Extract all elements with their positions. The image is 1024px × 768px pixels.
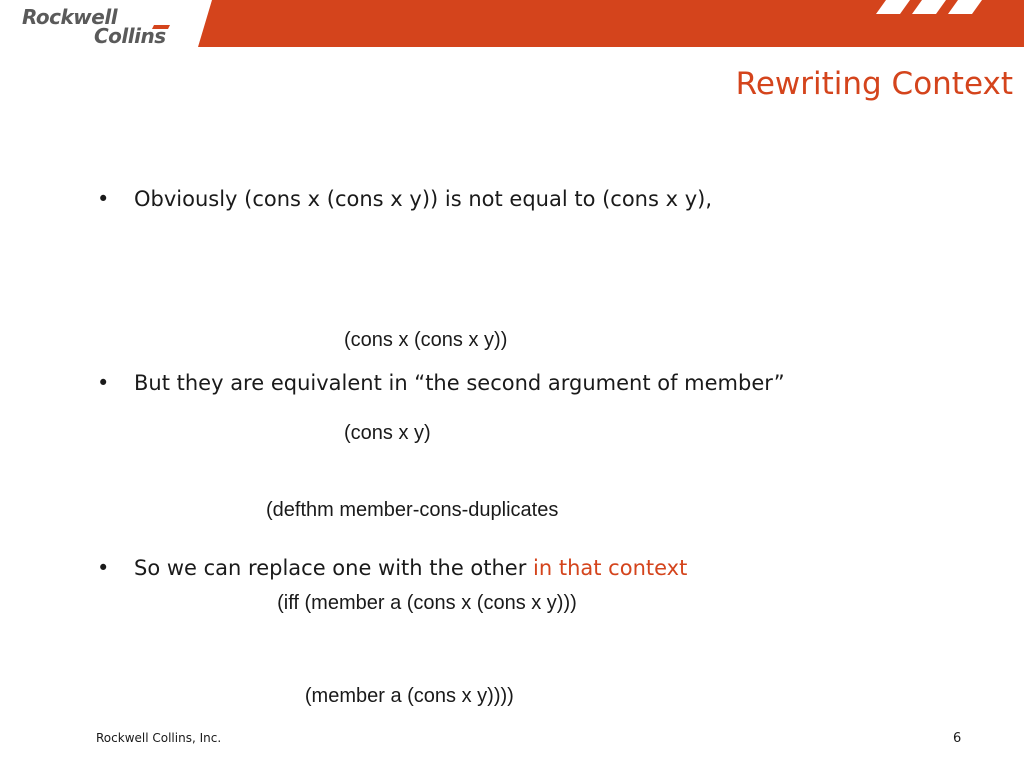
highlight-text: in that context [533, 556, 688, 580]
code-line: (member a (cons x y)))) [266, 685, 514, 707]
logo-line-2: Collins [94, 24, 166, 48]
footer-company: Rockwell Collins, Inc. [96, 731, 222, 745]
bullet-dot: • [97, 371, 110, 395]
page-number: 6 [953, 731, 962, 746]
bullet-text-3-main: So we can replace one with the other [134, 556, 534, 580]
bullet-dot: • [97, 187, 110, 211]
bullet-dot: • [97, 556, 110, 580]
slide-title: Rewriting Context [735, 66, 1013, 102]
code-block-2 [266, 433, 577, 743]
bullet-text-3 [134, 556, 687, 580]
code-line: (cons x y) [344, 422, 431, 444]
company-logo [22, 5, 192, 49]
logo-line-1: Rockwell [22, 5, 118, 29]
code-line: (cons x (cons x y)) [344, 329, 508, 351]
code-line: (iff (member a (cons x (cons x y))) [266, 592, 577, 614]
bullet-text-1: Obviously (cons x (cons x y)) is not equal to (cons x y), [134, 187, 713, 211]
code-line: (defthm member-cons-duplicates [266, 499, 559, 521]
bullet-text-2: But they are equivalent in “the second argument of member” [134, 371, 785, 395]
